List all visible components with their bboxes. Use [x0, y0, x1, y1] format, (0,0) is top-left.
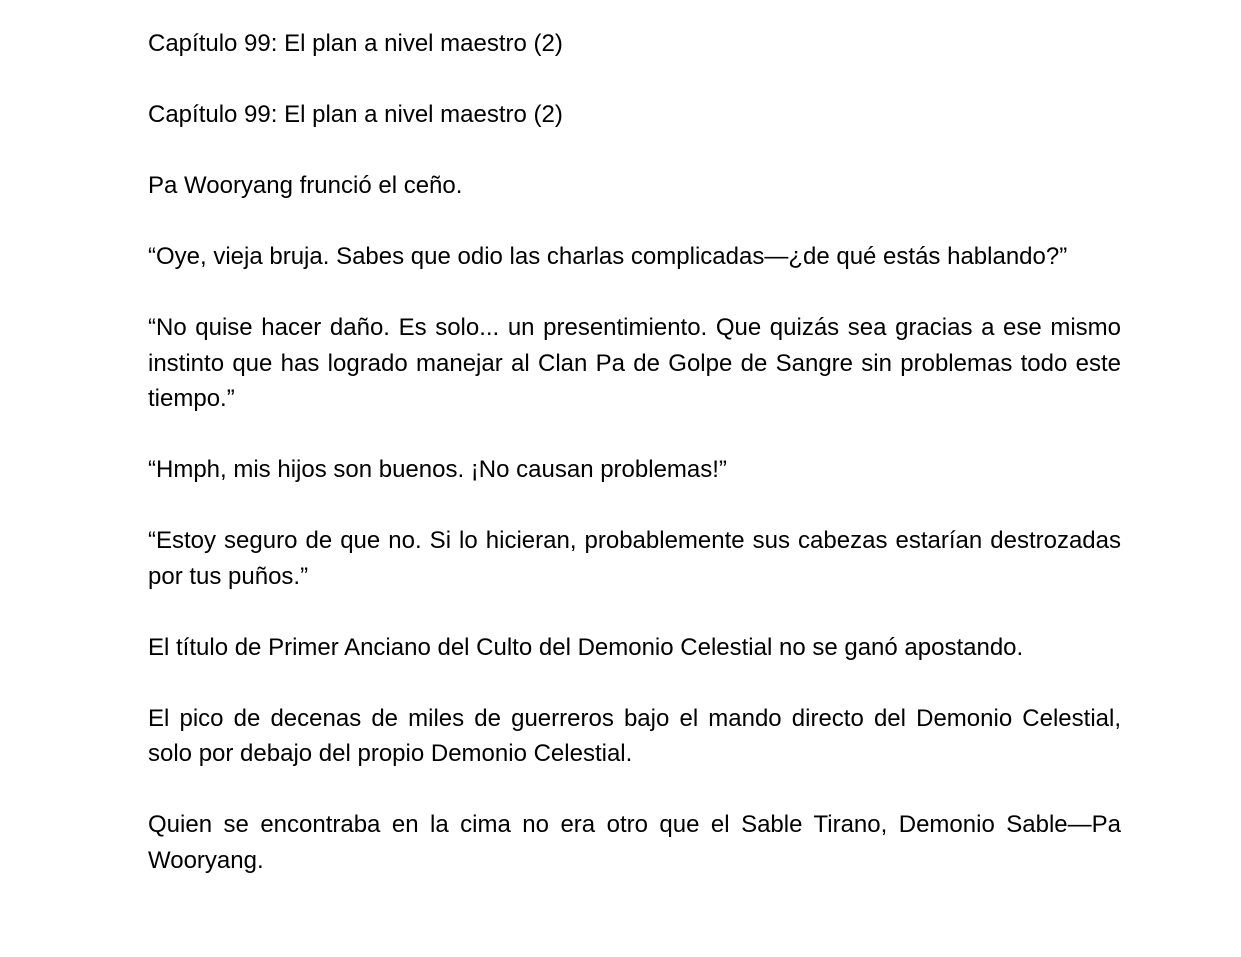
- paragraph: El título de Primer Anciano del Culto del Demonio Celestial no se ganó apostando.: [148, 633, 1024, 661]
- chapter-title-repeat: Capítulo 99: El plan a nivel maestro (2): [148, 101, 563, 128]
- document-body: [148, 26, 1121, 878]
- paragraph: “Estoy seguro de que no. Si lo hicieran, probablemente sus cabezas estarían destrozadas por tus puños.”: [148, 527, 1121, 590]
- paragraph: “Hmph, mis hijos son buenos. ¡No causan problemas!”: [148, 456, 727, 483]
- chapter-title: Capítulo 99: El plan a nivel maestro (2): [148, 30, 563, 57]
- paragraph: Quien se encontraba en la cima no era otro que el Sable Tirano, Demonio Sable—Pa Wooryang.: [148, 811, 1121, 874]
- paragraph: El pico de decenas de miles de guerreros bajo el mando directo del Demonio Celestial, solo por debajo del propio Demonio Celestial.: [148, 704, 1121, 767]
- paragraph: “Oye, vieja bruja. Sabes que odio las charlas complicadas—¿de qué estás hablando?”: [148, 243, 1068, 270]
- paragraph: “No quise hacer daño. Es solo... un presentimiento. Que quizás sea gracias a ese mismo instinto que has logrado manejar al Clan Pa de Golpe de Sangre sin problemas todo este tiempo.”: [148, 314, 1121, 412]
- paragraph: Pa Wooryang frunció el ceño.: [148, 172, 463, 199]
